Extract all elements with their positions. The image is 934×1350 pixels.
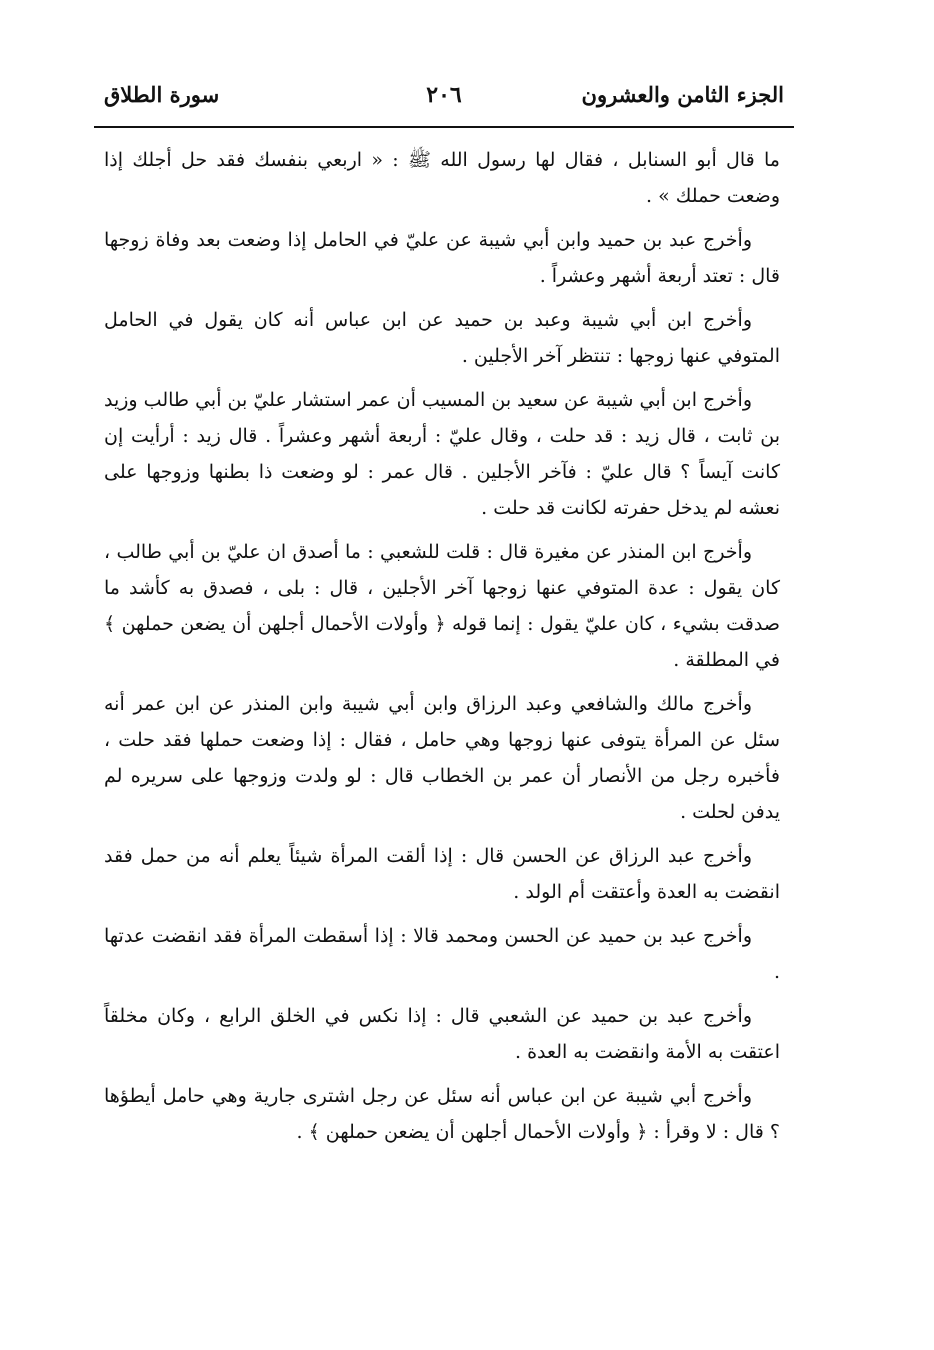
page-body <box>104 142 780 1158</box>
paragraph: وأخرج عبد بن حميد عن الحسن ومحمد قالا : إذا أسقطت المرأة فقد انقضت عدتها . <box>104 925 780 983</box>
paragraph: وأخرج عبد بن حميد وابن أبي شيبة عن عليّ في الحامل إذا وضعت بعد وفاة زوجها قال : تعتد أربعة أشهر وعشراً . <box>104 229 780 287</box>
paragraph: وأخرج ابن أبي شيبة وعبد بن حميد عن ابن عباس أنه كان يقول في الحامل المتوفي عنها زوجها : تنتظر آخر الأجلين . <box>104 309 780 367</box>
paragraph: وأخرج مالك والشافعي وعبد الرزاق وابن أبي شيبة وابن المنذر عن ابن عمر أنه سئل عن المرأة يتوفى عنها زوجها وهي حامل ، فقال : إذا وضعت حملها فقد حلت ، فأخبره رجل من الأنصار أن عمر بن الخطاب قال : لو ولدت وزوجها على سريره لم يدفن لحلت . <box>104 693 780 823</box>
paragraph: وأخرج أبي شيبة عن ابن عباس أنه سئل عن رجل اشترى جارية وهي حامل أيطؤها ؟ قال : لا وقرأ : ﴿ وأولات الأحمال أجلهن أن يضعن حملهن ﴾ . <box>104 1085 780 1143</box>
paragraph: وأخرج عبد الرزاق عن الحسن قال : إذا ألقت المرأة شيئاً يعلم أنه من حمل فقد انقضت به العدة وأعتقت أم الولد . <box>104 845 780 903</box>
paragraph: وأخرج ابن المنذر عن مغيرة قال : قلت للشعبي : ما أصدق ان عليّ بن أبي طالب ، كان يقول : عدة المتوفي عنها زوجها آخر الأجلين ، قال : بلى ، فصدق به كأشد ما صدقت بشيء ، كان عليّ يقول : إنما قوله ﴿ وأولات الأحمال أجلهن أن يضعن حملهن ﴾ في المطلقة . <box>104 541 780 671</box>
paragraph: وأخرج عبد بن حميد عن الشعبي قال : إذا نكس في الخلق الرابع ، وكان مخلقاً اعتقت به الأمة وانقضت به العدة . <box>104 1005 780 1063</box>
page-number: ٢٠٦ <box>426 82 462 108</box>
paragraph-continued: ما قال أبو السنابل ، فقال لها رسول الله ﷺ : « اربعي بنفسك فقد حل أجلك إذا وضعت حملك » . <box>104 149 780 207</box>
running-head-part: الجزء الثامن والعشرون <box>581 82 784 107</box>
running-head-surah: سورة الطلاق <box>104 82 220 107</box>
header-divider <box>94 126 794 128</box>
paragraph: وأخرج ابن أبي شيبة عن سعيد بن المسيب أن عمر استشار عليّ بن أبي طالب وزيد بن ثابت ، قال زيد : قد حلت ، وقال عليّ : أربعة أشهر وعشراً . قال زيد : أرأيت إن كانت آيساً ؟ قال عليّ : فآخر الأجلين . قال عمر : لو وضعت ذا بطنها وزوجها على نعشه لم يدخل حفرته لكانت قد حلت . <box>104 389 780 519</box>
page-header <box>104 82 784 116</box>
